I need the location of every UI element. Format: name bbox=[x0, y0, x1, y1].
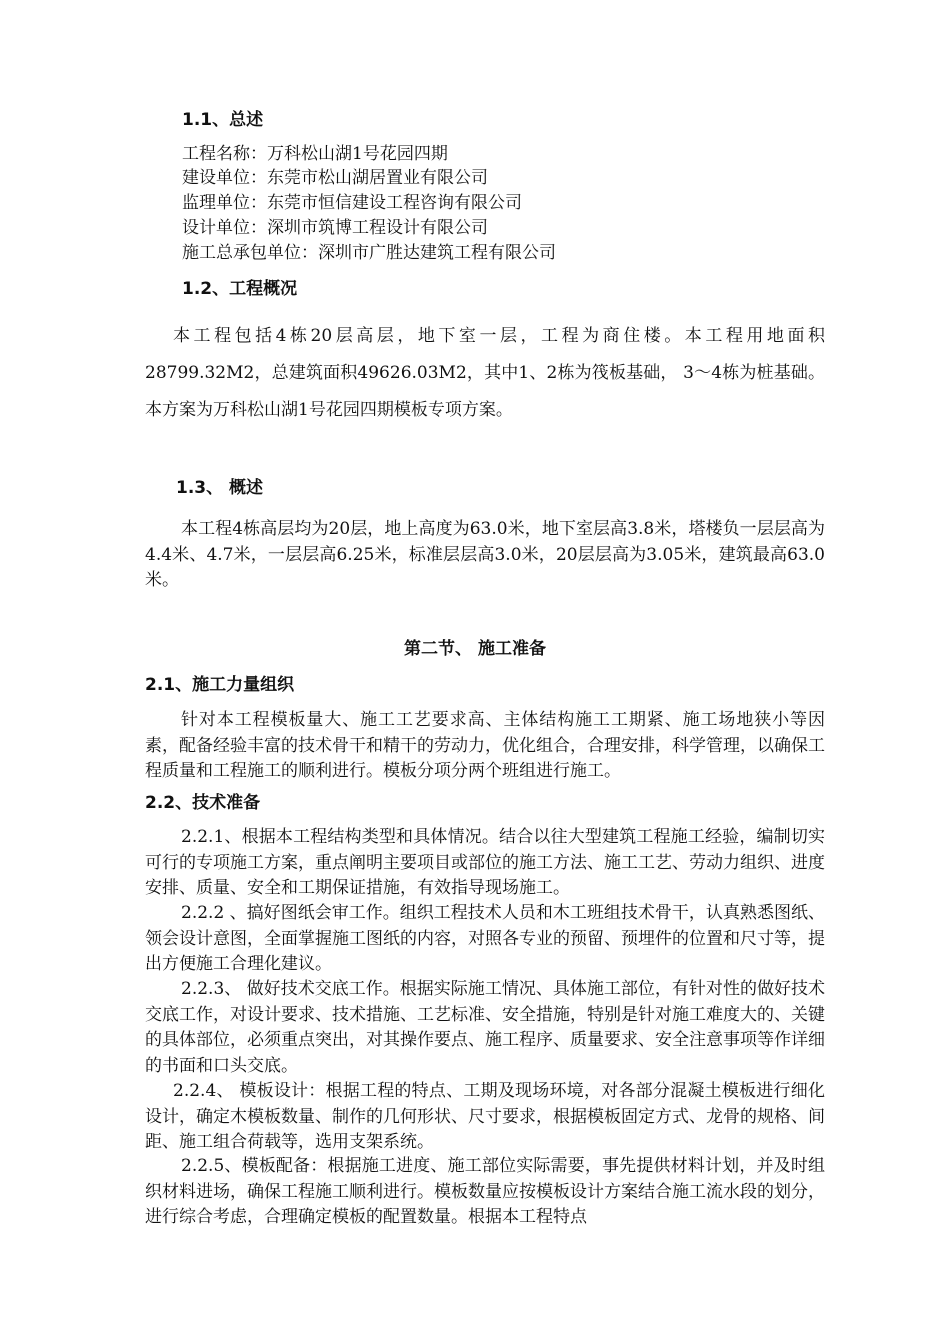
section-1-3-body: 本工程4栋高层均为20层，地上高度为63.0米，地下室层高3.8米，塔楼负一层层高为4.4米、4.7米，一层层高6.25米，标准层层高3.0米，20层层高为3.05米，建筑最高63.0米。 bbox=[145, 519, 825, 590]
section-2-1-heading: 2.1、施工力量组织 bbox=[145, 675, 295, 695]
paragraph-2-2-2: 2.2.2 、搞好图纸会审工作。组织工程技术人员和木工班组技术骨干，认真熟悉图纸、领会设计意图，全面掌握施工图纸的内容，对照各专业的预留、预埋件的位置和尺寸等，提出方便施工合理化建议。 bbox=[145, 903, 825, 974]
project-name-line: 工程名称：万科松山湖1号花园四期 bbox=[182, 144, 448, 164]
section-2-2-heading: 2.2、技术准备 bbox=[145, 793, 261, 813]
supervisor-line: 监理单位：东莞市恒信建设工程咨询有限公司 bbox=[182, 193, 522, 213]
paragraph-2-2-1: 2.2.1、根据本工程结构类型和具体情况。结合以往大型建筑工程施工经验，编制切实可行的专项施工方案，重点阐明主要项目或部位的施工方法、施工工艺、劳动力组织、进度安排、质量、安全和工期保证措施，有效指导现场施工。 bbox=[145, 827, 825, 898]
paragraph-2-2-4: 2.2.4、 模板设计：根据工程的特点、工期及现场环境，对各部分混凝土模板进行细化设计，确定木模板数量、制作的几何形状、尺寸要求，根据模板固定方式、龙骨的规格、间距、施工组合荷载等，选用支架系统。 bbox=[145, 1081, 825, 1152]
owner-line: 建设单位：东莞市松山湖居置业有限公司 bbox=[182, 168, 488, 188]
section-1-3-heading: 1.3、 概述 bbox=[176, 478, 264, 498]
paragraph-2-2-5: 2.2.5、模板配备：根据施工进度、施工部位实际需要，事先提供材料计划，并及时组织材料进场，确保工程施工顺利进行。模板数量应按模板设计方案结合施工流水段的划分，进行综合考虑，合理确定模板的配置数量。根据本工程特点 bbox=[145, 1156, 825, 1227]
designer-line: 设计单位：深圳市筑博工程设计有限公司 bbox=[182, 218, 488, 238]
chapter-2-heading: 第二节、 施工准备 bbox=[404, 639, 546, 659]
section-1-2-body: 本工程包括4栋20层高层，地下室一层，工程为商住楼。本工程用地面积28799.32M2，总建筑面积49626.03M2，其中1、2栋为筏板基础， 3～4栋为桩基础。本方案为万科松山湖1号花园四期模板专项方案。 bbox=[145, 326, 825, 420]
section-2-1-body: 针对本工程模板量大、施工工艺要求高、主体结构施工工期紧、施工场地狭小等因素，配备经验丰富的技术骨干和精干的劳动力，优化组合，合理安排，科学管理，以确保工程质量和工程施工的顺利进行。模板分项分两个班组进行施工。 bbox=[145, 710, 825, 781]
section-1-2-heading: 1.2、工程概况 bbox=[182, 279, 298, 299]
section-1-1-heading: 1.1、总述 bbox=[182, 110, 264, 130]
paragraph-2-2-3: 2.2.3、 做好技术交底工作。根据实际施工情况、具体施工部位，有针对性的做好技术交底工作，对设计要求、技术措施、工艺标准、安全措施，特别是针对施工难度大的、关键的具体部位，必须重点突出，对其操作要点、施工程序、质量要求、安全注意事项等作详细的书面和口头交底。 bbox=[145, 979, 825, 1076]
contractor-line: 施工总承包单位：深圳市广胜达建筑工程有限公司 bbox=[182, 243, 556, 263]
